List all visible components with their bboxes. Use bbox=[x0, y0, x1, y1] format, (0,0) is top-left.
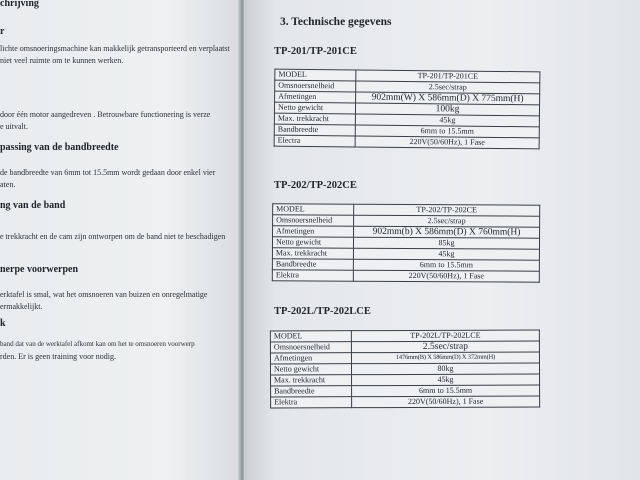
spec-label: MODEL bbox=[275, 69, 356, 81]
spec-value: TP-202/TP-202CE bbox=[354, 204, 540, 216]
table-row bbox=[271, 396, 540, 408]
left-line: niet veel ruimte om te kunnen werken. bbox=[0, 56, 124, 65]
model-title: TP-202L/TP-202LCE bbox=[274, 306, 371, 317]
spec-value: TP-202L/TP-202LCE bbox=[351, 330, 539, 342]
right-page bbox=[244, 0, 640, 480]
left-line: ermakkelijkt. bbox=[0, 302, 43, 311]
left-line: band dat van de werktafel afkomt kan om het te omsnoeren voorwerp bbox=[0, 340, 195, 348]
spec-value: 100kg bbox=[355, 103, 539, 116]
left-line: r bbox=[0, 26, 5, 37]
spec-value: 2.5sec/strap bbox=[351, 341, 539, 353]
spec-label: MODEL bbox=[273, 204, 354, 215]
spec-label: Bandbreedte bbox=[274, 124, 355, 136]
spec-value: 2.5sec/strap bbox=[356, 81, 540, 94]
spec-label: Electra bbox=[274, 135, 355, 147]
spec-value: 902mm(b) X 586mm(D) X 760mm(H) bbox=[354, 226, 540, 238]
left-line: ng van de band bbox=[0, 200, 66, 211]
spec-value: TP-201/TP-201CE bbox=[356, 70, 540, 83]
left-line: k bbox=[0, 318, 6, 329]
spec-value: 45kg bbox=[353, 248, 539, 260]
spec-label: Omsnoersnelheid bbox=[270, 342, 351, 353]
spec-label: Omsnoersnelheid bbox=[273, 215, 354, 226]
left-line: rden. Er is geen training voor nodig. bbox=[0, 352, 116, 361]
left-line: door één motor aangedreven . Betrouwbare functionering is verze bbox=[0, 110, 211, 119]
spec-label: Omsnoersnelheid bbox=[275, 80, 356, 92]
spec-label: Bandbreedte bbox=[271, 386, 352, 397]
section-title: 3. Technische gegevens bbox=[280, 16, 392, 28]
spec-value: 2.5sec/strap bbox=[354, 215, 540, 227]
spec-label: Afmetingen bbox=[270, 353, 351, 364]
spec-value: 45kg bbox=[352, 374, 540, 386]
model-title: TP-201/TP-201CE bbox=[274, 46, 357, 57]
spec-label: Netto gewicht bbox=[272, 237, 353, 248]
spec-value: 6mm to 15.5mm bbox=[355, 125, 539, 138]
spec-table bbox=[270, 330, 540, 409]
spec-value: 45kg bbox=[355, 114, 539, 127]
spec-value: 85kg bbox=[353, 237, 539, 249]
left-line: chrijving bbox=[0, 0, 39, 9]
table-row bbox=[272, 270, 539, 282]
spec-label: Max. trekkracht bbox=[274, 113, 355, 125]
spec-label: Elektra bbox=[271, 397, 352, 408]
left-line: lichte omsnoeringsmachine kan makkelijk getransporteerd en verplaatst bbox=[0, 44, 230, 53]
left-line: de bandbreedte van 6mm tot 15.5mm wordt gedaan door enkel vier bbox=[0, 168, 216, 177]
left-line: passing van de bandbreedte bbox=[0, 142, 119, 153]
spec-label: Netto gewicht bbox=[270, 364, 351, 375]
spec-value: 80kg bbox=[351, 363, 539, 375]
spec-value: 1476mm(B) X 586mm(D) X 372mm(H) bbox=[351, 352, 539, 364]
table-row bbox=[272, 237, 539, 249]
table-row bbox=[272, 259, 539, 271]
spec-value: 6mm to 15.5mm bbox=[353, 259, 539, 271]
spec-table bbox=[274, 69, 541, 150]
table-row bbox=[272, 248, 539, 260]
left-line: erktafel is smal, wat het omsnoeren van buizen en onregelmatige bbox=[0, 290, 208, 299]
spec-value: 220V(50/60Hz), 1 Fase bbox=[353, 270, 539, 282]
spec-label: Max. trekkracht bbox=[272, 248, 353, 259]
left-line: aten. bbox=[0, 180, 16, 189]
spec-label: Netto gewicht bbox=[274, 102, 355, 114]
spec-label: Bandbreedte bbox=[272, 259, 353, 270]
spec-label: Afmetingen bbox=[273, 226, 354, 237]
left-line: e trekkracht en de cam zijn ontworpen om de band niet te beschadigen bbox=[0, 232, 226, 241]
left-line: e uitvalt. bbox=[0, 122, 28, 131]
spec-table bbox=[272, 203, 540, 282]
spec-label: Afmetingen bbox=[275, 91, 356, 103]
spec-value: 902mm(W) X 586mm(D) X 775mm(H) bbox=[356, 92, 540, 105]
spec-value: 6mm to 15.5mm bbox=[352, 385, 540, 397]
table-row bbox=[273, 226, 540, 238]
table-row bbox=[274, 135, 539, 149]
spec-value: 220V(50/60Hz), 1 Fase bbox=[355, 136, 539, 149]
model-title: TP-202/TP-202CE bbox=[274, 180, 357, 191]
spec-label: MODEL bbox=[270, 331, 351, 342]
left-page bbox=[0, 0, 242, 480]
spec-value: 220V(50/60Hz), 1 Fase bbox=[352, 396, 540, 408]
table-row bbox=[273, 215, 540, 227]
left-line: nerpe voorwerpen bbox=[0, 264, 79, 275]
spec-label: Elektra bbox=[272, 270, 353, 281]
spec-label: Max. trekkracht bbox=[271, 375, 352, 386]
